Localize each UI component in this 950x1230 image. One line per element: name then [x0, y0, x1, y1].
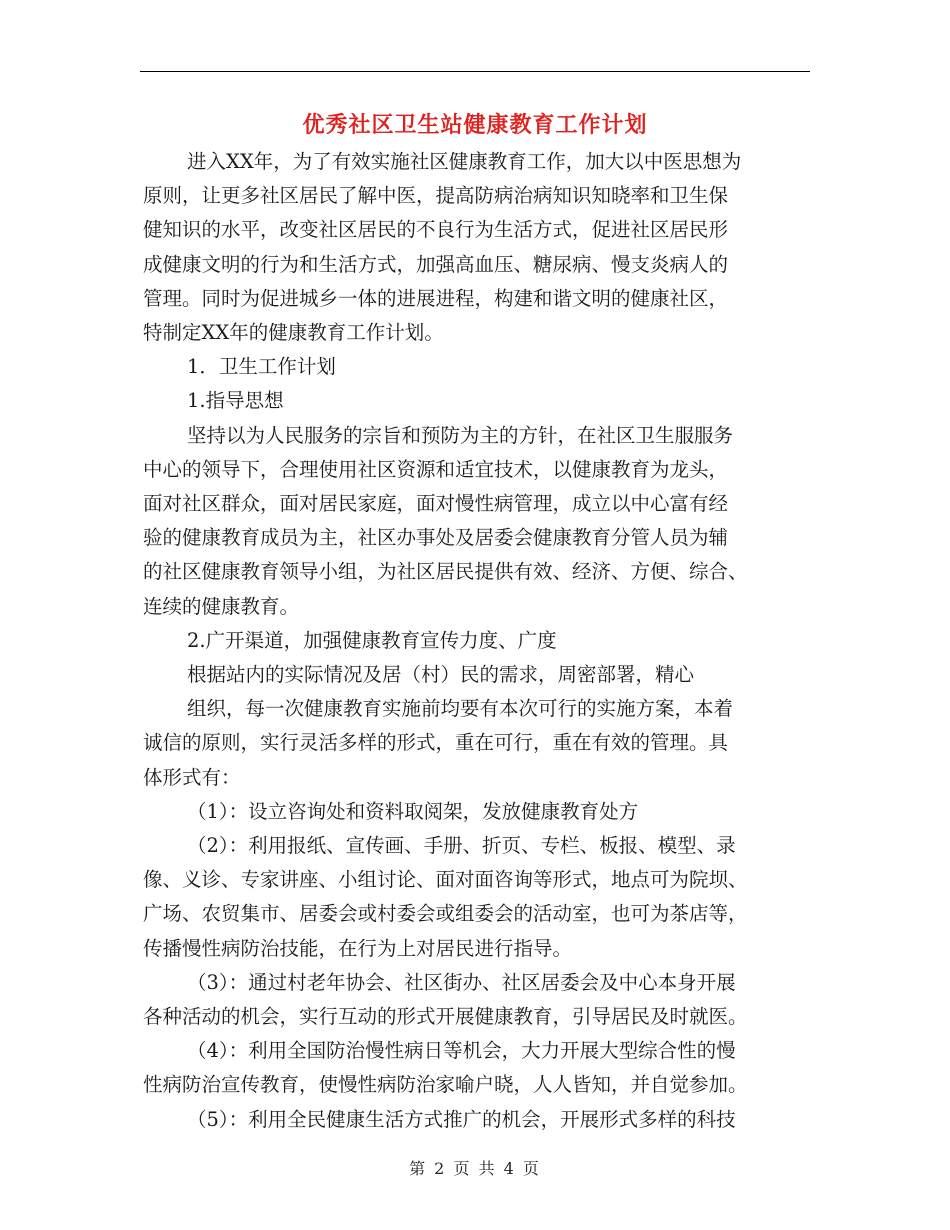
- paragraph-line: 各种活动的机会，实行互动的形式开展健康教育，引导居民及时就医。: [143, 1005, 748, 1029]
- page-footer: 第 2 页 共 4 页: [409, 1159, 541, 1178]
- paragraph-line: 健知识的水平，改变社区居民的不良行为生活方式，促进社区居民形: [143, 218, 729, 242]
- paragraph-line: 根据站内的实际情况及居（村）民的需求，周密部署，精心: [187, 663, 695, 687]
- header-rule: [140, 71, 810, 72]
- subsection-heading: 1.指导思想: [187, 389, 284, 413]
- paragraph-line: 广场、农贸集市、居委会或村委会或组委会的活动室，也可为茶店等，: [143, 902, 748, 926]
- paragraph-line: 管理。同时为促进城乡一体的进展进程，构建和谐文明的健康社区，: [143, 286, 729, 310]
- paragraph-line: 诚信的原则，实行灵活多样的形式，重在可行，重在有效的管理。具: [143, 731, 729, 755]
- list-item: （5）：利用全民健康生活方式推广的机会，开展形式多样的科技: [187, 1107, 736, 1131]
- paragraph-line: 连续的健康教育。: [143, 594, 300, 618]
- paragraph-line: 性病防治宣传教育，使慢性病防治家喻户晓，人人皆知，并自觉参加。: [143, 1073, 748, 1097]
- paragraph-line: 中心的领导下，合理使用社区资源和适宜技术，以健康教育为龙头，: [143, 457, 729, 481]
- paragraph-line: 原则，让更多社区居民了解中医，提高防病治病知识知晓率和卫生保: [143, 184, 729, 208]
- paragraph-line: 进入XX年，为了有效实施社区健康教育工作，加大以中医思想为: [187, 150, 742, 173]
- paragraph-line: 组织，每一次健康教育实施前均要有本次可行的实施方案，本着: [187, 697, 734, 721]
- paragraph-line: 特制定XX年的健康教育工作计划。: [143, 321, 444, 345]
- list-item: （4）：利用全国防治慢性病日等机会，大力开展大型综合性的慢: [187, 1039, 736, 1063]
- list-item: （1）：设立咨询处和资料取阅架，发放健康教育处方: [187, 799, 639, 823]
- paragraph-line: 成健康文明的行为和生活方式，加强高血压、糖尿病、慢支炎病人的: [143, 252, 729, 276]
- list-item: （2）：利用报纸、宣传画、手册、折页、专栏、板报、模型、录: [187, 834, 736, 858]
- section-heading: 1．卫生工作计划: [187, 355, 336, 379]
- paragraph-line: 坚持以为人民服务的宗旨和预防为主的方针，在社区卫生服服务: [187, 423, 734, 447]
- paragraph-line: 传播慢性病防治技能，在行为上对居民进行指导。: [143, 936, 573, 960]
- list-item: （3）：通过村老年协会、社区街办、社区居委会及中心本身开展: [187, 970, 736, 994]
- paragraph-line: 体形式有：: [143, 765, 241, 789]
- paragraph-line: 像、义诊、专家讲座、小组讨论、面对面咨询等形式，地点可为院坝、: [143, 868, 748, 892]
- paragraph-line: 面对社区群众，面对居民家庭，面对慢性病管理，成立以中心富有经: [143, 492, 729, 516]
- subsection-heading: 2.广开渠道，加强健康教育宣传力度、广度: [187, 628, 557, 652]
- document-body: [143, 145, 808, 1137]
- paragraph-line: 验的健康教育成员为主，社区办事处及居委会健康教育分管人员为辅: [143, 526, 729, 550]
- document-title: 优秀社区卫生站健康教育工作计划: [302, 112, 648, 138]
- paragraph-line: 的社区健康教育领导小组，为社区居民提供有效、经济、方便、综合、: [143, 560, 748, 584]
